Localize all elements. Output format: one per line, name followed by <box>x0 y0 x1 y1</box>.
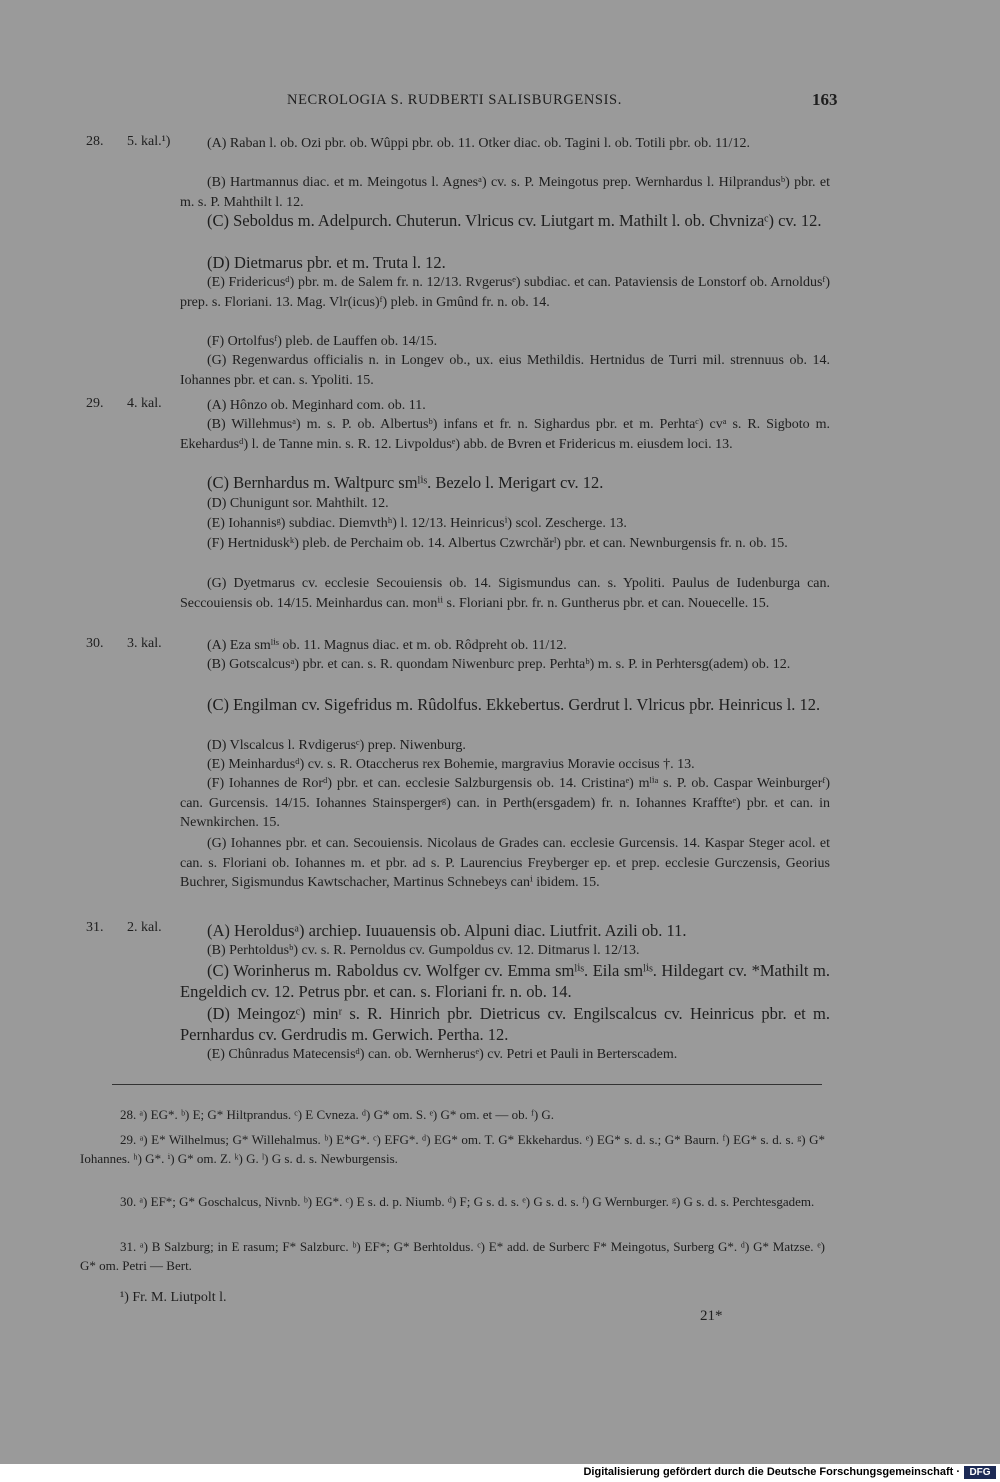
day-number: 30. <box>86 636 104 651</box>
footnote-31: 31. ᵃ) B Salzburg; in E rasum; F* Salzburc. ᵇ) EF*; G* Berhtoldus. ᶜ) E* add. de Surberc F* Meingotus, Surberg G*. ᵈ) G* Matzse. ᵉ) G* om. Petri — Bert. <box>80 1239 825 1273</box>
entry-29-e: (E) Iohannisᵍ) subdiac. Diemvthʰ) l. 12/13. Heinricusⁱ) scol. Zescherge. 13. <box>207 516 627 531</box>
entry-30-b: (B) Gotscalcusᵃ) pbr. et can. s. R. quondam Niwenburc prep. Perhtaᵇ) m. s. P. in Perhtersg(adem) ob. 12. <box>207 657 791 672</box>
footnote-29: 29. ᵃ) E* Wilhelmus; G* Willehalmus. ᵇ) E*G*. ᶜ) EFG*. ᵈ) EG* om. T. G* Ekkehardus. ᵉ) EG* s. d. s.; G* Baurn. ᶠ) EG* s. d. s. ᵍ) G* Iohannes. ʰ) G*. ⁱ) G* om. Z. ᵏ) G. ˡ) G s. d. s. Newburgensis. <box>80 1132 825 1166</box>
entry-31-c: (C) Worinherus m. Raboldus cv. Wolfger cv. Emma smˡⁱˢ. Eila smˡⁱˢ. Hildegart cv. *Mathilt m. Engeldich cv. 12. Petrus pbr. et can. s. Floriani fr. n. ob. 14. <box>180 961 830 1001</box>
entry-29-f: (F) Hertniduskᵏ) pleb. de Perchaim ob. 14. Albertus Czwrchărˡ) pbr. et can. Newnburgensis fr. n. ob. 15. <box>207 536 788 551</box>
entry-29-c: (C) Bernhardus m. Waltpurc smˡⁱˢ. Bezelo l. Merigart cv. 12. <box>207 473 604 492</box>
page-number: 163 <box>812 90 838 109</box>
day-kalends: 5. kal.¹) <box>127 134 171 149</box>
day-number: 31. <box>86 920 104 935</box>
entry-31-e: (E) Chûnradus Matecensisᵈ) can. ob. Wernherusᵉ) cv. Petri et Pauli in Berterscadem. <box>207 1047 678 1062</box>
entry-29-b: (B) Willehmusᵃ) m. s. P. ob. Albertusᵇ) infans et fr. n. Sighardus pbr. et m. Perhtaᶜ) cvᵃ s. R. Sigboto m. Ekehardusᵈ) l. de Tanne min. s. R. 12. Livpoldusᵉ) abb. de Bvren et Fridericus m. eiusdem loci. 13. <box>180 417 830 452</box>
day-kalends: 2. kal. <box>127 920 162 935</box>
dfg-credit-bar <box>0 1464 1000 1482</box>
dfg-logo: DFG <box>964 1466 996 1479</box>
entry-29-g: (G) Dyetmarus cv. ecclesie Secouiensis ob. 14. Sigismundus can. s. Ypoliti. Paulus de Iudenburga can. Seccouiensis ob. 14/15. Meinhardus can. monⁱⁱ s. Floriani pbr. fr. n. Guntherus pbr. et can. Nouecelle. 15. <box>180 576 830 611</box>
entry-28-d: (D) Dietmarus pbr. et m. Truta l. 12. <box>207 253 446 272</box>
signature-mark: 21* <box>700 1308 723 1324</box>
page-title: NECROLOGIA S. RUDBERTI SALISBURGENSIS. <box>287 92 622 108</box>
entry-28-a: (A) Raban l. ob. Ozi pbr. ob. Wûppi pbr. ob. 11. Otker diac. ob. Tagini l. ob. Totili pbr. ob. 11/12. <box>207 136 750 151</box>
entry-31-a: (A) Heroldusᵃ) archiep. Iuuauensis ob. Alpuni diac. Liutfrit. Azili ob. 11. <box>207 921 687 940</box>
running-head <box>0 92 1000 114</box>
entry-28-g: (G) Regenwardus officialis n. in Longev ob., ux. eius Methildis. Hertnidus de Turri mil. strennuus ob. 14. Iohannes pbr. et can. s. Ypoliti. 15. <box>180 353 830 388</box>
entry-30-d: (D) Vlscalcus l. Rvdigerusᶜ) prep. Niwenburg. <box>207 738 466 753</box>
entry-28-f: (F) Ortolfusᶠ) pleb. de Lauffen ob. 14/15. <box>207 334 438 349</box>
entry-30-a: (A) Eza smˡⁱˢ ob. 11. Magnus diac. et m. ob. Rôdpreht ob. 11/12. <box>207 638 567 653</box>
day-kalends: 3. kal. <box>127 636 162 651</box>
footnote-28: 28. ᵃ) EG*. ᵇ) E; G* Hiltprandus. ᶜ) E Cvneza. ᵈ) G* om. S. ᵉ) G* om. et — ob. ᶠ) G. <box>120 1107 555 1122</box>
entry-30-c: (C) Engilman cv. Sigefridus m. Rûdolfus. Ekkebertus. Gerdrut l. Vlricus pbr. Heinricus l. 12. <box>207 695 821 714</box>
entry-29-a: (A) Hônzo ob. Meginhard com. ob. 11. <box>207 398 426 413</box>
entry-30-f: (F) Iohannes de Rorᵈ) pbr. et can. ecclesie Salzburgensis ob. 14. Cristinaᵉ) mˡⁱᵃ s. P. ob. Caspar Weinburgerᶠ) can. Gurcensis. 14/15. Iohannes Stainspergerᵍ) can. in Perth(ersgadem) fr. n. Iohannes Kraffteᵉ) pbr. et can. in Newnkirchen. 15. <box>180 776 830 830</box>
entry-28-b: (B) Hartmannus diac. et m. Meingotus l. Agnesᵃ) cv. s. P. Meingotus prep. Wernhardus l. Hilprandusᵇ) pbr. et m. s. P. Mahthilt l. 12. <box>180 175 830 210</box>
dfg-credit-text: Digitalisierung gefördert durch die Deutsche Forschungsgemeinschaft · <box>583 1466 960 1478</box>
footnote-divider <box>112 1084 822 1085</box>
day-number: 28. <box>86 134 104 149</box>
entry-30-e: (E) Meinhardusᵈ) cv. s. R. Otaccherus rex Bohemie, margravius Moravie occisus †. 13. <box>207 757 695 772</box>
author-footnote: ¹) Fr. M. Liutpolt l. <box>120 1290 227 1305</box>
entry-31-d: (D) Meingozᶜ) minʳ s. R. Hinrich pbr. Dietricus cv. Engilscalcus cv. Heinricus pbr. et m. Pernhardus cv. Gerdrudis m. Gerwich. Pertha. 12. <box>180 1004 830 1044</box>
entry-29-d: (D) Chunigunt sor. Mahthilt. 12. <box>207 496 389 511</box>
footnote-30: 30. ᵃ) EF*; G* Goschalcus, Nivnb. ᵇ) EG*. ᶜ) E s. d. p. Niumb. ᵈ) F; G s. d. s. ᵉ) G s. d. s. ᶠ) G Wernburger. ᵍ) G s. d. s. Perchtesgadem. <box>120 1194 815 1209</box>
entry-31-b: (B) Perhtoldusᵇ) cv. s. R. Pernoldus cv. Gumpoldus cv. 12. Ditmarus l. 12/13. <box>207 943 640 958</box>
entry-28-c: (C) Seboldus m. Adelpurch. Chuterun. Vlricus cv. Liutgart m. Mathilt l. ob. Chvnizaᶜ) cv. 12. <box>207 211 822 230</box>
entry-28-e: (E) Fridericusᵈ) pbr. m. de Salem fr. n. 12/13. Rvgerusᵉ) subdiac. et can. Pataviensis de Lonstorf ob. Arnoldusᶠ) prep. s. Floriani. 13. Mag. Vlr(icus)ᶠ) pleb. in Gmûnd fr. n. ob. 14. <box>180 275 830 310</box>
day-kalends: 4. kal. <box>127 396 162 411</box>
entry-30-g: (G) Iohannes pbr. et can. Secouiensis. Nicolaus de Grades can. ecclesie Gurcensis. 14. Kaspar Steger acol. et can. s. Floriani ob. Iohannes m. et pbr. ad s. P. Laurencius Freyberger ep. et prep. ecclesie Gurczensis, Georius Buchrer, Sigismundus Kawtschacher, Martinus Schnebeys canⁱ ibidem. 15. <box>180 836 830 890</box>
day-number: 29. <box>86 396 104 411</box>
